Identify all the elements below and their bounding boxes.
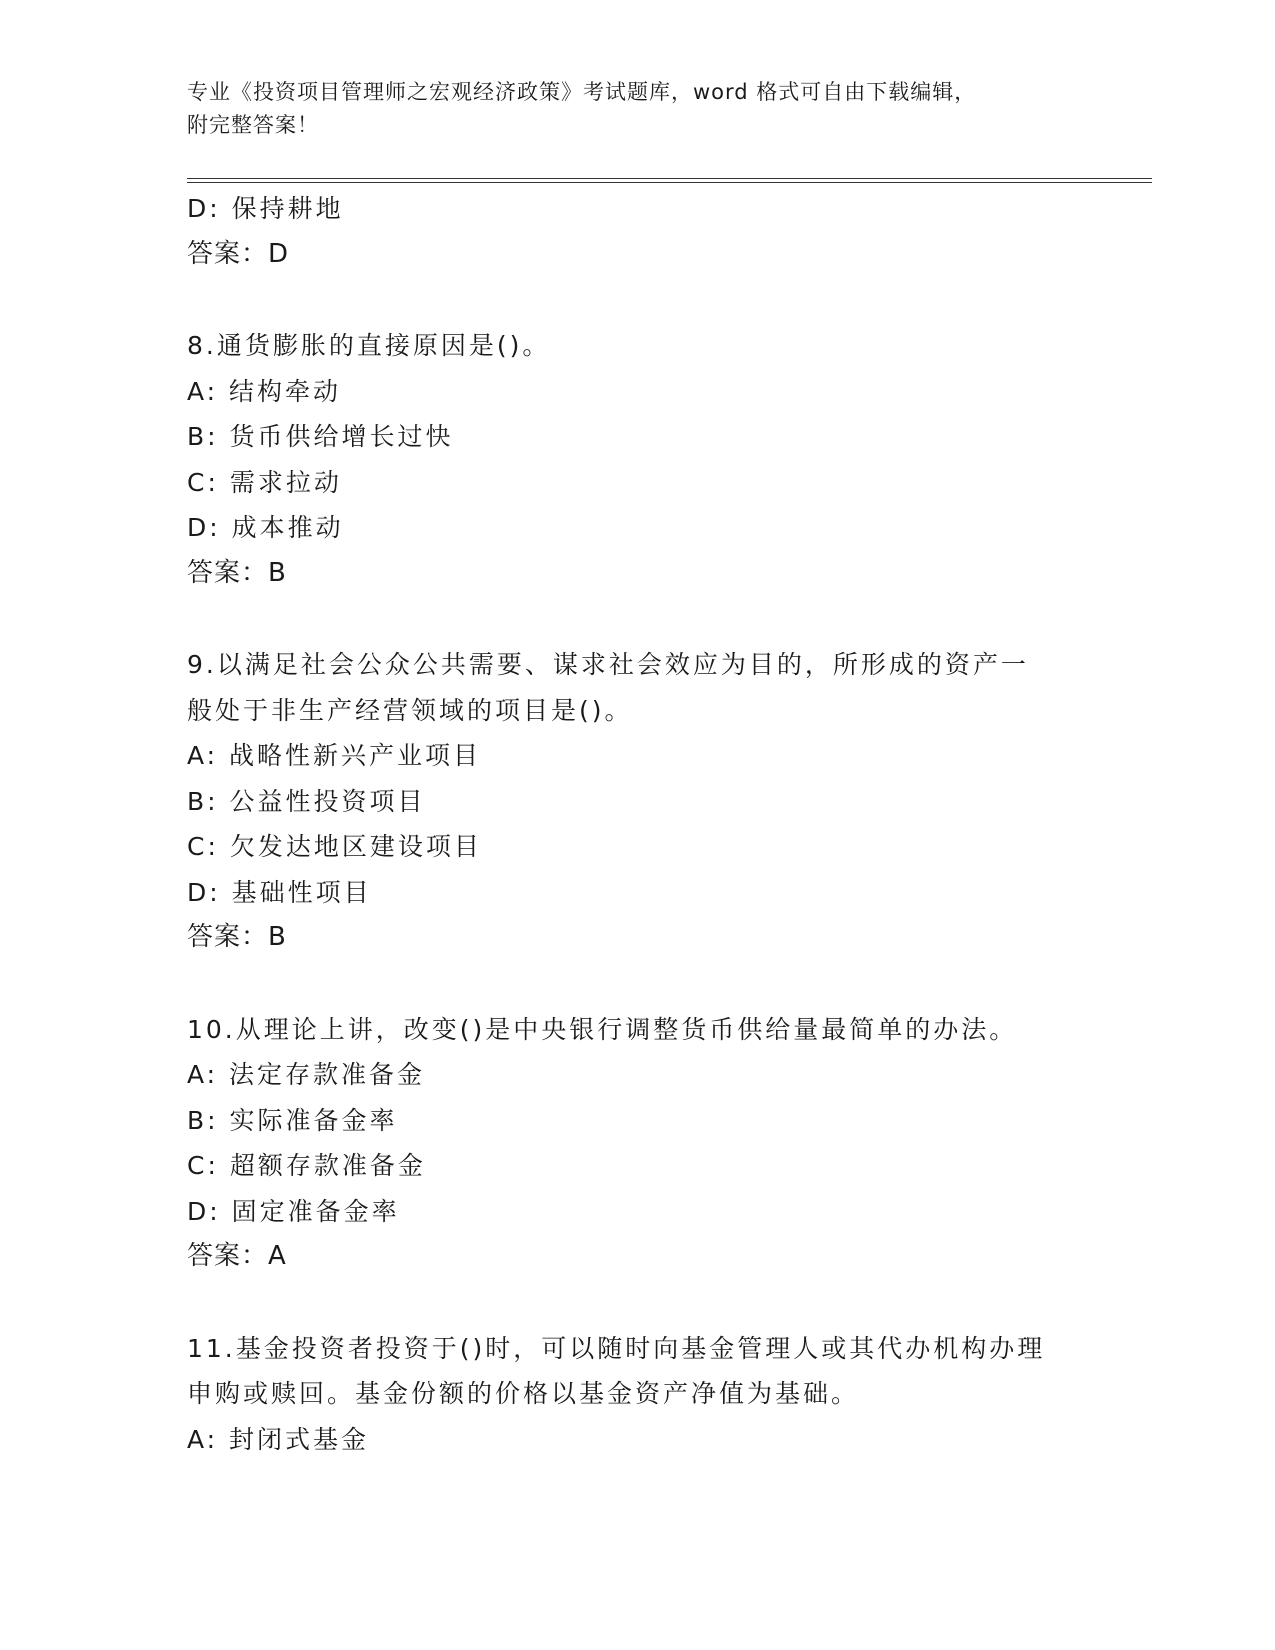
answer: 答案：B: [187, 557, 287, 588]
option-c: C: 超额存款准备金: [187, 1151, 426, 1180]
question-title-line-2: 般处于非生产经营领域的项目是()。: [187, 695, 633, 725]
option-a: A: 结构牵动: [187, 376, 342, 406]
option-c: C: 欠发达地区建设项目: [187, 832, 482, 861]
option-d: D: 固定准备金率: [187, 1196, 400, 1226]
option-a: A: 战略性新兴产业项目: [187, 741, 482, 770]
question-list: [187, 186, 1087, 1462]
option-d: D: 保持耕地: [187, 194, 344, 223]
option-a: A: 封闭式基金: [187, 1424, 370, 1454]
header-divider-top: [187, 178, 1152, 179]
option-b: B: 货币供给增长过快: [187, 422, 454, 451]
option-a: A: 法定存款准备金: [187, 1060, 426, 1089]
option-d: D: 基础性项目: [187, 877, 372, 907]
question-10: [187, 1007, 1087, 1280]
question-9: [187, 642, 1087, 961]
option-c: C: 需求拉动: [187, 467, 342, 497]
header-line-2: 附完整答案！: [187, 113, 319, 137]
question-11: [187, 1326, 1087, 1463]
question-title: 8.通货膨胀的直接原因是()。: [187, 331, 551, 360]
header-divider-bottom: [187, 182, 1152, 183]
option-b: B: 公益性投资项目: [187, 786, 426, 816]
question-title-line-1: 9.以满足社会公众公共需要、谋求社会效应为目的，所形成的资产一: [187, 650, 1029, 679]
header-line-1: 专业《投资项目管理师之宏观经济政策》考试题库，word 格式可自由下载编辑，: [187, 80, 977, 104]
question-8: [187, 323, 1087, 596]
option-d: D: 成本推动: [187, 513, 344, 542]
question-7-tail: [187, 186, 1087, 277]
question-title: 10.从理论上讲，改变()是中央银行调整货币供给量最简单的办法。: [187, 1014, 1018, 1044]
document-header: [187, 76, 1107, 142]
answer: 答案：A: [187, 1241, 287, 1271]
question-title-line-2: 申购或赎回。基金份额的价格以基金资产净值为基础。: [187, 1379, 860, 1408]
question-title-line-1: 11.基金投资者投资于()时，可以随时向基金管理人或其代办机构办理: [187, 1333, 1046, 1363]
answer: 答案：B: [187, 922, 287, 952]
answer: 答案：D: [187, 238, 290, 269]
option-b: B: 实际准备金率: [187, 1105, 398, 1135]
